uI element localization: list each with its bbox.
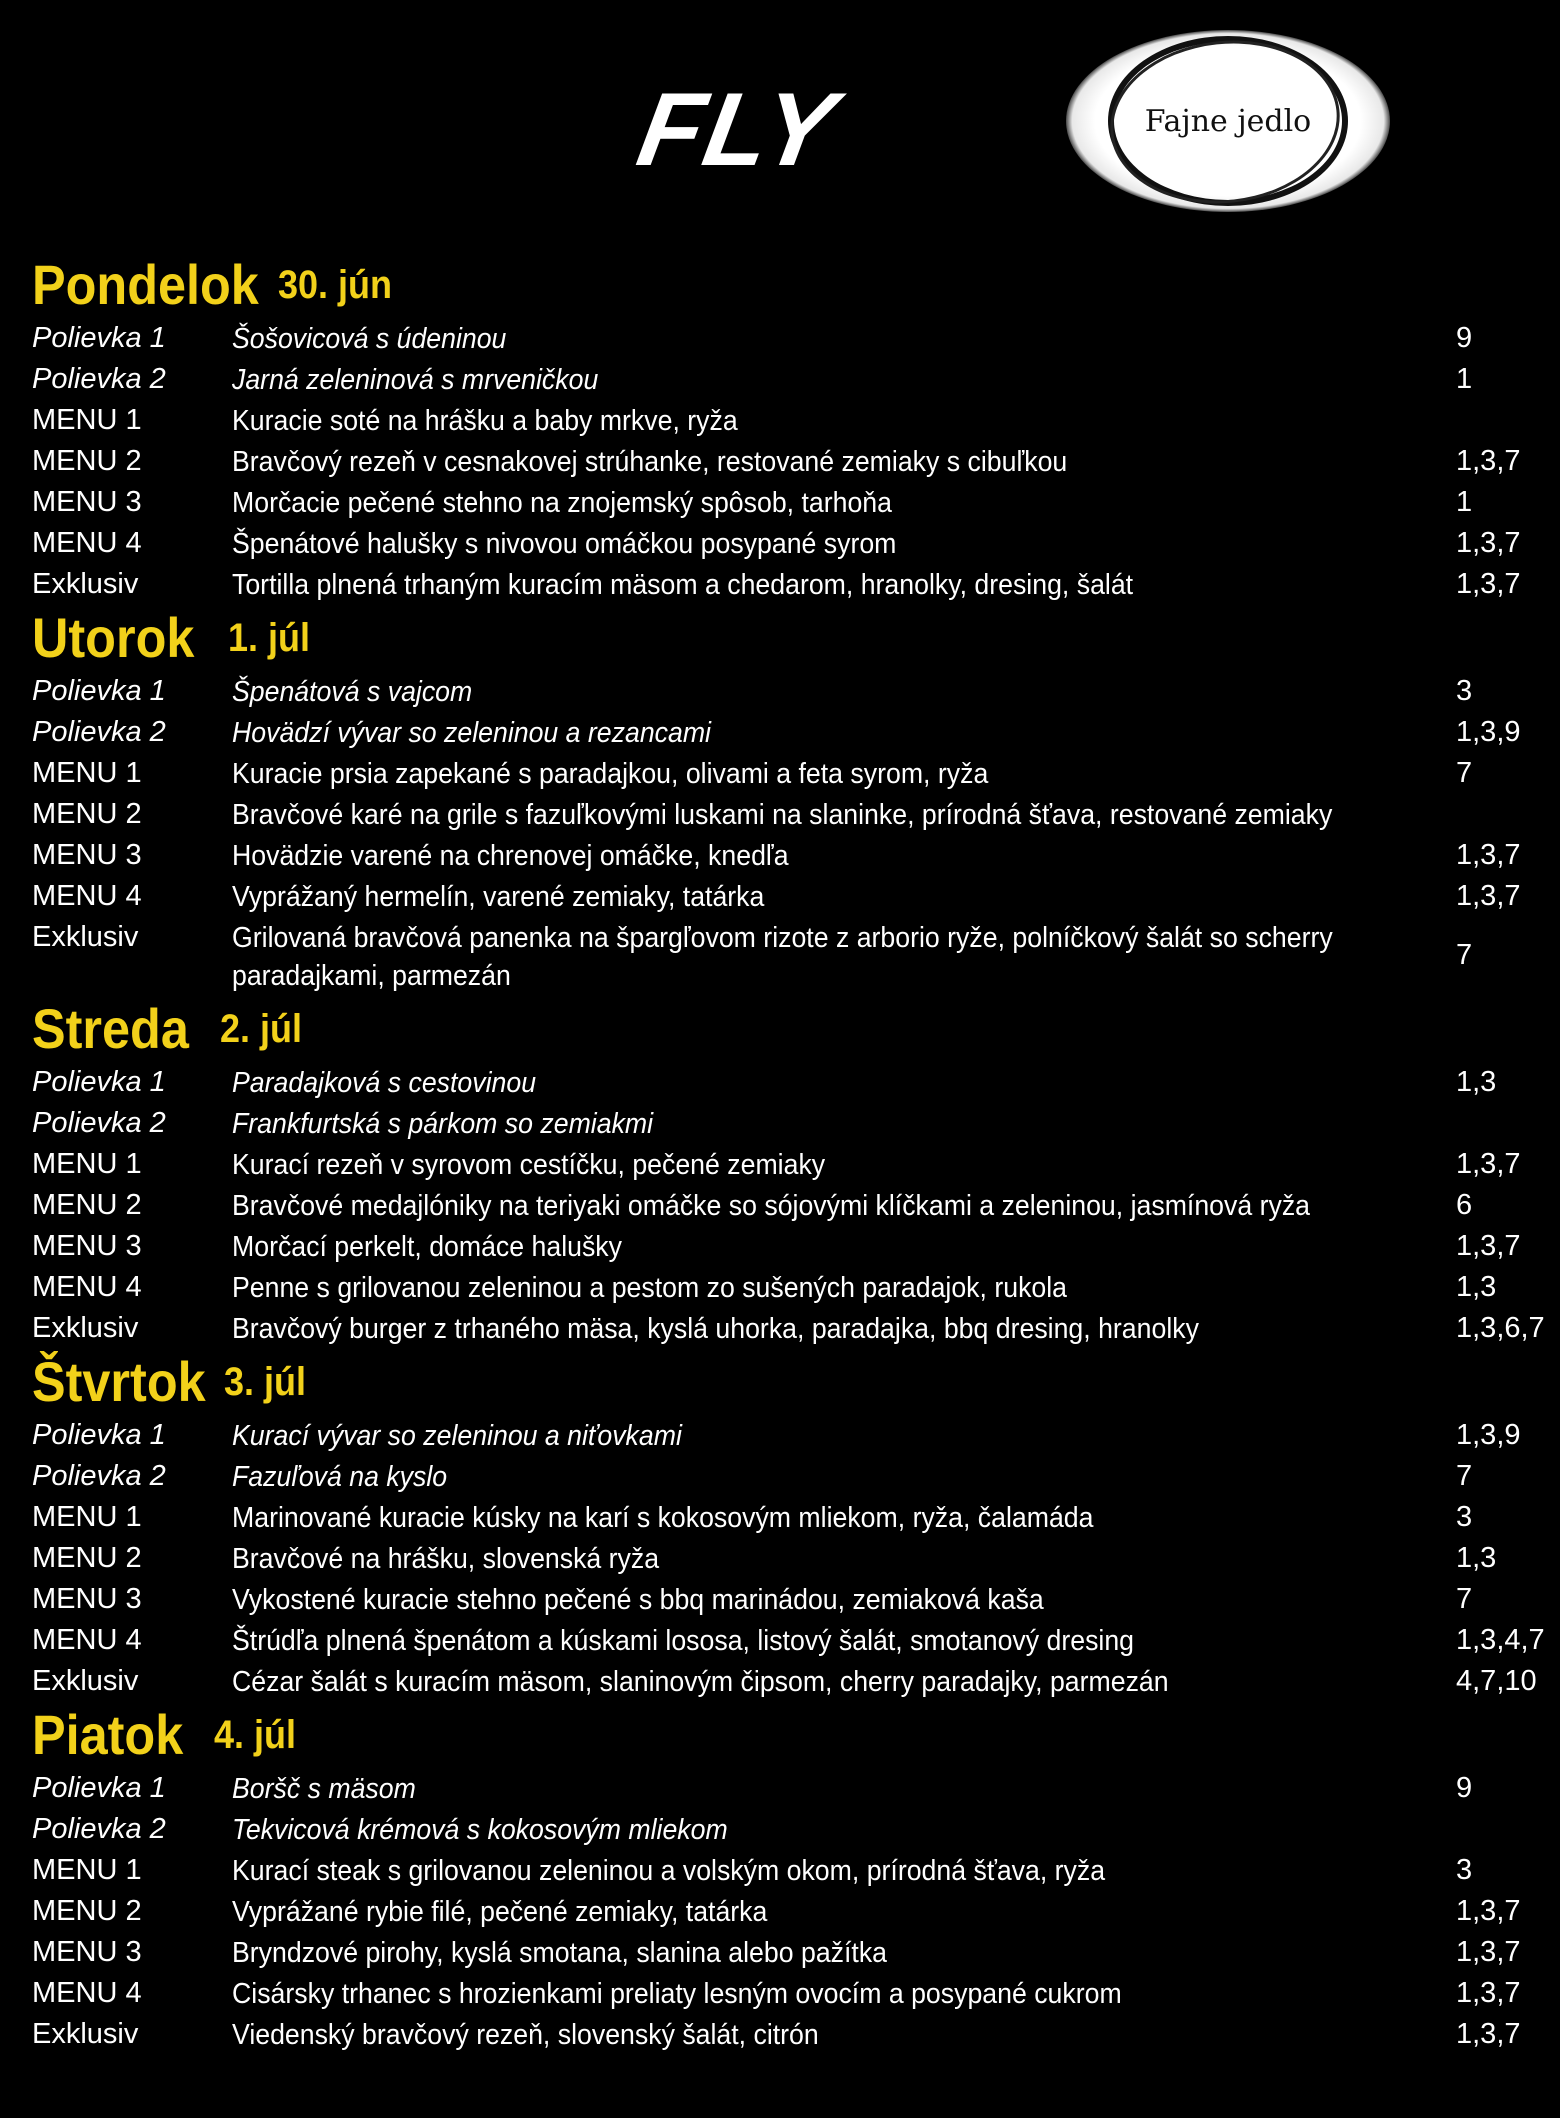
menu-row: [32, 1768, 1542, 1809]
item-label: MENU 2: [32, 1189, 142, 1221]
menu-row: [32, 1891, 1542, 1932]
menu-row: [32, 1144, 1542, 1185]
dish-name: Bravčový rezeň v cesnakovej strúhanke, restované zemiaky s cibuľkou: [232, 446, 1068, 478]
dish-name: Jarná zeleninová s mrveničkou: [232, 364, 599, 396]
item-label: Polievka 2: [32, 1813, 166, 1845]
item-label: MENU 2: [32, 1542, 142, 1574]
menu-row: [32, 1850, 1542, 1891]
allergens: 7: [1456, 1460, 1473, 1492]
allergens: 1,3: [1456, 1271, 1497, 1303]
brand-title: FLY: [629, 72, 845, 188]
day-section-tuesday: [32, 605, 1542, 996]
allergens: 1,3: [1456, 1066, 1497, 1098]
day-name: Streda: [32, 997, 189, 1060]
menu-row: [32, 523, 1542, 564]
dish-name: Hovädzie varené na chrenovej omáčke, knedľa: [232, 840, 789, 872]
dish-name: Cisársky trhanec s hrozienkami preliaty lesným ovocím a posypané cukrom: [232, 1978, 1122, 2010]
menu-row: [32, 564, 1542, 605]
item-label: Polievka 2: [32, 1460, 166, 1492]
dish-name: Bryndzové pirohy, kyslá smotana, slanina alebo pažítka: [232, 1937, 888, 1969]
dish-name: Kurací vývar so zeleninou a niťovkami: [232, 1420, 682, 1452]
day-section-wednesday: [32, 996, 1545, 1349]
menu-row: [32, 482, 1542, 523]
item-label: MENU 1: [32, 757, 142, 789]
day-date: 2. júl: [220, 1007, 303, 1051]
day-header: [32, 1702, 1542, 1768]
menu-row: [32, 1620, 1545, 1661]
allergens: 1,3,7: [1456, 1230, 1521, 1262]
dish-name: Bravčové na hrášku, slovenská ryža: [232, 1543, 660, 1575]
item-label: MENU 4: [32, 527, 142, 559]
dish-name: Bravčový burger z trhaného mäsa, kyslá uhorka, paradajka, bbq dresing, hranolky: [232, 1313, 1199, 1345]
menu-row: [32, 1185, 1542, 1226]
allergens: 3: [1456, 675, 1473, 707]
dish-name: Vykostené kuracie stehno pečené s bbq marinádou, zemiaková kaša: [232, 1584, 1044, 1616]
item-label: MENU 3: [32, 1936, 142, 1968]
menu-row: [32, 2014, 1542, 2055]
menu-row: [32, 318, 1542, 359]
menu-row: [32, 1267, 1542, 1308]
item-label: Exklusiv: [32, 1665, 139, 1697]
day-header: [32, 996, 1542, 1062]
day-section-thursday: [32, 1349, 1545, 1702]
menu-row: [32, 1809, 1542, 1850]
item-label: Polievka 2: [32, 716, 166, 748]
fajne-jedlo-logo: [1066, 30, 1390, 212]
day-date: 3. júl: [224, 1360, 307, 1404]
menu-row: [32, 1103, 1542, 1144]
menu-row: [32, 794, 1542, 835]
menu-row: [32, 1062, 1542, 1103]
day-header: [32, 1349, 1542, 1415]
menu-row: [32, 1579, 1542, 1620]
item-label: MENU 3: [32, 1230, 142, 1262]
allergens: 1: [1456, 486, 1473, 518]
item-label: MENU 4: [32, 1271, 142, 1303]
allergens: 6: [1456, 1189, 1473, 1221]
menu-row: [32, 753, 1542, 794]
allergens: 1: [1456, 363, 1473, 395]
dish-name: Penne s grilovanou zeleninou a pestom zo sušených paradajok, rukola: [232, 1272, 1068, 1304]
allergens: 1,3,7: [1456, 880, 1521, 912]
dish-name: Fazuľová na kyslo: [232, 1461, 448, 1493]
allergens: 3: [1456, 1501, 1473, 1533]
allergens: 1,3,7: [1456, 1895, 1521, 1927]
dish-name: Tortilla plnená trhaným kuracím mäsom a chedarom, hranolky, dresing, šalát: [232, 569, 1134, 601]
allergens: 3: [1456, 1854, 1473, 1886]
allergens: 1,3,7: [1456, 839, 1521, 871]
day-date: 4. júl: [214, 1713, 297, 1757]
item-label: Polievka 2: [32, 363, 166, 395]
menu-row: [32, 712, 1542, 753]
dish-name: Bravčové medajlóniky na teriyaki omáčke so sójovými klíčkami a zeleninou, jasmínová ryža: [232, 1190, 1311, 1222]
menu-row: [32, 1226, 1542, 1267]
allergens: 1,3,7: [1456, 2018, 1521, 2050]
day-date: 1. júl: [228, 616, 311, 660]
dish-name: Vyprážané rybie filé, pečené zemiaky, tatárka: [232, 1896, 768, 1928]
allergens: 7: [1456, 1583, 1473, 1615]
menu-row: [32, 359, 1542, 400]
item-label: MENU 2: [32, 1895, 142, 1927]
item-label: Exklusiv: [32, 2018, 139, 2050]
item-label: MENU 1: [32, 1854, 142, 1886]
item-label: MENU 1: [32, 1148, 142, 1180]
day-name: Piatok: [32, 1703, 184, 1766]
item-label: MENU 1: [32, 1501, 142, 1533]
menu-row: [32, 400, 1542, 441]
allergens: 1,3,7: [1456, 527, 1521, 559]
day-name: Pondelok: [32, 253, 259, 316]
item-label: MENU 4: [32, 1977, 142, 2009]
dish-name: Štrúdľa plnená špenátom a kúskami lososa, listový šalát, smotanový dresing: [232, 1625, 1135, 1657]
dish-name: Boršč s mäsom: [232, 1773, 416, 1805]
item-label: MENU 4: [32, 1624, 142, 1656]
dish-name: Kurací steak s grilovanou zeleninou a volským okom, prírodná šťava, ryža: [232, 1855, 1106, 1887]
allergens: 1,3,4,7: [1456, 1624, 1545, 1656]
menu-row: [32, 835, 1542, 876]
menu-row: [32, 1497, 1542, 1538]
allergens: 1,3,6,7: [1456, 1312, 1545, 1344]
menu-row: [32, 441, 1542, 482]
menu-row: [32, 1932, 1542, 1973]
dish-name: Kuracie prsia zapekané s paradajkou, olivami a feta syrom, ryža: [232, 758, 989, 790]
day-header: [32, 605, 1542, 671]
dish-name: Cézar šalát s kuracím mäsom, slaninovým čipsom, cherry paradajky, parmezán: [232, 1666, 1169, 1698]
allergens: 9: [1456, 1772, 1473, 1804]
allergens: 1,3,9: [1456, 716, 1521, 748]
item-label: Polievka 1: [32, 322, 166, 354]
item-label: Exklusiv: [32, 1312, 139, 1344]
day-date: 30. jún: [278, 263, 393, 307]
menu-row: [32, 1973, 1542, 2014]
menu-row: [32, 1661, 1542, 1702]
item-label: MENU 2: [32, 798, 142, 830]
allergens: 1,3,7: [1456, 445, 1521, 477]
menu-row: [32, 876, 1542, 917]
item-label: Polievka 1: [32, 1772, 166, 1804]
dish-name: Morčacie pečené stehno na znojemský spôsob, tarhoňa: [232, 487, 892, 519]
dish-name: Frankfurtská s párkom so zemiakmi: [232, 1108, 654, 1140]
item-label: Polievka 2: [32, 1107, 166, 1139]
allergens: 1,3,9: [1456, 1419, 1521, 1451]
item-label: Exklusiv: [32, 568, 139, 600]
allergens: 4,7,10: [1456, 1665, 1537, 1697]
allergens: 7: [1456, 939, 1473, 971]
allergens: 1,3,7: [1456, 568, 1521, 600]
dish-name: Kurací rezeň v syrovom cestíčku, pečené zemiaky: [232, 1149, 826, 1181]
item-label: MENU 3: [32, 839, 142, 871]
dish-name: Bravčové karé na grile s fazuľkovými luskami na slaninke, prírodná šťava, restované zemiaky: [232, 799, 1333, 831]
allergens: 1,3: [1456, 1542, 1497, 1574]
dish-name: Paradajková s cestovinou: [232, 1067, 537, 1099]
dish-name: Marinované kuracie kúsky na karí s kokosovým mliekom, ryža, čalamáda: [232, 1502, 1094, 1534]
menu-row: [32, 1415, 1542, 1456]
dish-name: Grilovaná bravčová panenka na špargľovom rizote z arborio ryže, polníčkový šalát so scherry paradajkami, parmezán: [232, 922, 1333, 992]
day-name: Štvrtok: [32, 1350, 206, 1413]
dish-name: Morčací perkelt, domáce halušky: [232, 1231, 622, 1263]
header: [0, 0, 1560, 240]
dish-name: Hovädzí vývar so zeleninou a rezancami: [232, 717, 711, 749]
menu-row: [32, 1456, 1542, 1497]
dish-name: Tekvicová krémová s kokosovým mliekom: [232, 1814, 728, 1846]
weekly-menu: [32, 252, 1545, 2055]
item-label: MENU 3: [32, 486, 142, 518]
dish-name: Šošovicová s údeninou: [232, 323, 507, 355]
day-section-friday: [32, 1702, 1542, 2055]
item-label: Polievka 1: [32, 675, 166, 707]
dish-name: Špenátové halušky s nivovou omáčkou posypané syrom: [232, 528, 897, 560]
item-label: Exklusiv: [32, 921, 139, 953]
dish-name: Špenátová s vajcom: [232, 676, 473, 708]
dish-name: Kuracie soté na hrášku a baby mrkve, ryža: [232, 405, 738, 437]
menu-row: [32, 917, 1542, 996]
day-name: Utorok: [32, 606, 195, 669]
menu-row: [32, 671, 1542, 712]
item-label: Polievka 1: [32, 1066, 166, 1098]
menu-row: [32, 1538, 1542, 1579]
item-label: MENU 1: [32, 404, 142, 436]
logo-text: Fajne jedlo: [1144, 104, 1312, 139]
item-label: MENU 4: [32, 880, 142, 912]
menu-row: [32, 1308, 1545, 1349]
item-label: MENU 3: [32, 1583, 142, 1615]
dish-name: Vyprážaný hermelín, varené zemiaky, tatárka: [232, 881, 765, 913]
item-label: MENU 2: [32, 445, 142, 477]
day-section-monday: [32, 252, 1542, 605]
dish-name: Viedenský bravčový rezeň, slovenský šalát, citrón: [232, 2019, 819, 2051]
allergens: 9: [1456, 322, 1473, 354]
allergens: 7: [1456, 757, 1473, 789]
item-label: Polievka 1: [32, 1419, 166, 1451]
allergens: 1,3,7: [1456, 1977, 1521, 2009]
allergens: 1,3,7: [1456, 1936, 1521, 1968]
day-header: [32, 252, 1542, 318]
allergens: 1,3,7: [1456, 1148, 1521, 1180]
